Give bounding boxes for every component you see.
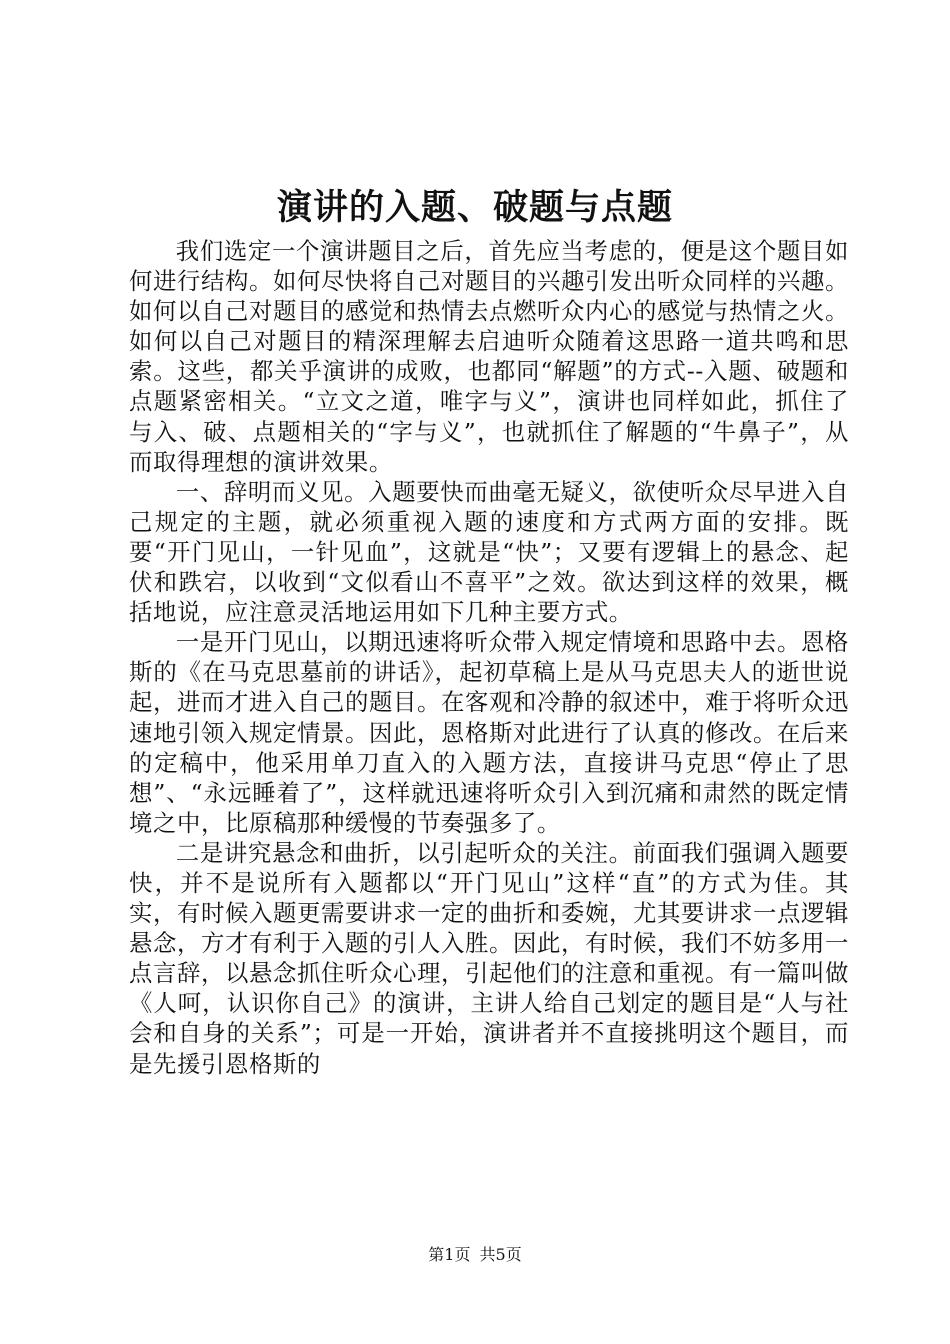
page-number: 第1页 [428,1245,471,1264]
paragraph: 我们选定一个演讲题目之后，首先应当考虑的，便是这个题目如何进行结构。如何尽快将自己对题目的兴趣引发出听众同样的兴趣。如何以自己对题目的感觉和热情去点燃听众内心的感觉与热情之火。如何以自己对题目的精深理解去启迪听众随着这思路一道共鸣和思索。这些，都关乎演讲的成败，也都同“解题”的方式--入题、破题和点题紧密相关。“立文之道，唯字与义”，演讲也同样如此，抓住了与入、破、点题相关的“字与义”，也就抓住了解题的“牛鼻子”，从而取得理想的演讲效果。 [129,237,849,476]
document-body [129,236,849,1079]
page-footer [0,1244,950,1266]
document-title: 演讲的入题、破题与点题 [276,187,673,228]
paragraph: 二是讲究悬念和曲折，以引起听众的关注。前面我们强调入题要快，并不是说所有入题都以“开门见山”这样“直”的方式为佳。其实，有时候入题更需要讲求一定的曲折和委婉，尤其要讲求一点逻辑悬念，方才有利于入题的引人入胜。因此，有时候，我们不妨多用一点言辞，以悬念抓住听众心理，引起他们的注意和重视。有一篇叫做《人呵，认识你自己》的演讲，主讲人给自己划定的题目是“人与社会和自身的关系”；可是一开始，演讲者并不直接挑明这个题目，而是先援引恩格斯的 [129,838,849,1078]
paragraph: 一是开门见山，以期迅速将听众带入规定情境和思路中去。恩格斯的《在马克思墓前的讲话》，起初草稿上是从马克思夫人的逝世说起，进而才进入自己的题目。在客观和冷静的叙述中，难于将听众迅速地引领入规定情景。因此，恩格斯对此进行了认真的修改。在后来的定稿中，他采用单刀直入的入题方法，直接讲马克思“停止了思想”、“永远睡着了”，这样就迅速将听众引入到沉痛和肃然的既定情境之中，比原稿那种缓慢的节奏强多了。 [129,628,849,837]
paragraph: 一、辞明而义见。入题要快而曲毫无疑义，欲使听众尽早进入自己规定的主题，就必须重视入题的速度和方式两方面的安排。既要“开门见山，一针见血”，这就是“快”；又要有逻辑上的悬念、起伏和跌宕，以收到“文似看山不喜平”之效。欲达到这样的效果，概括地说，应注意灵活地运用如下几种主要方式。 [129,477,849,627]
page-total: 共5页 [479,1245,522,1264]
